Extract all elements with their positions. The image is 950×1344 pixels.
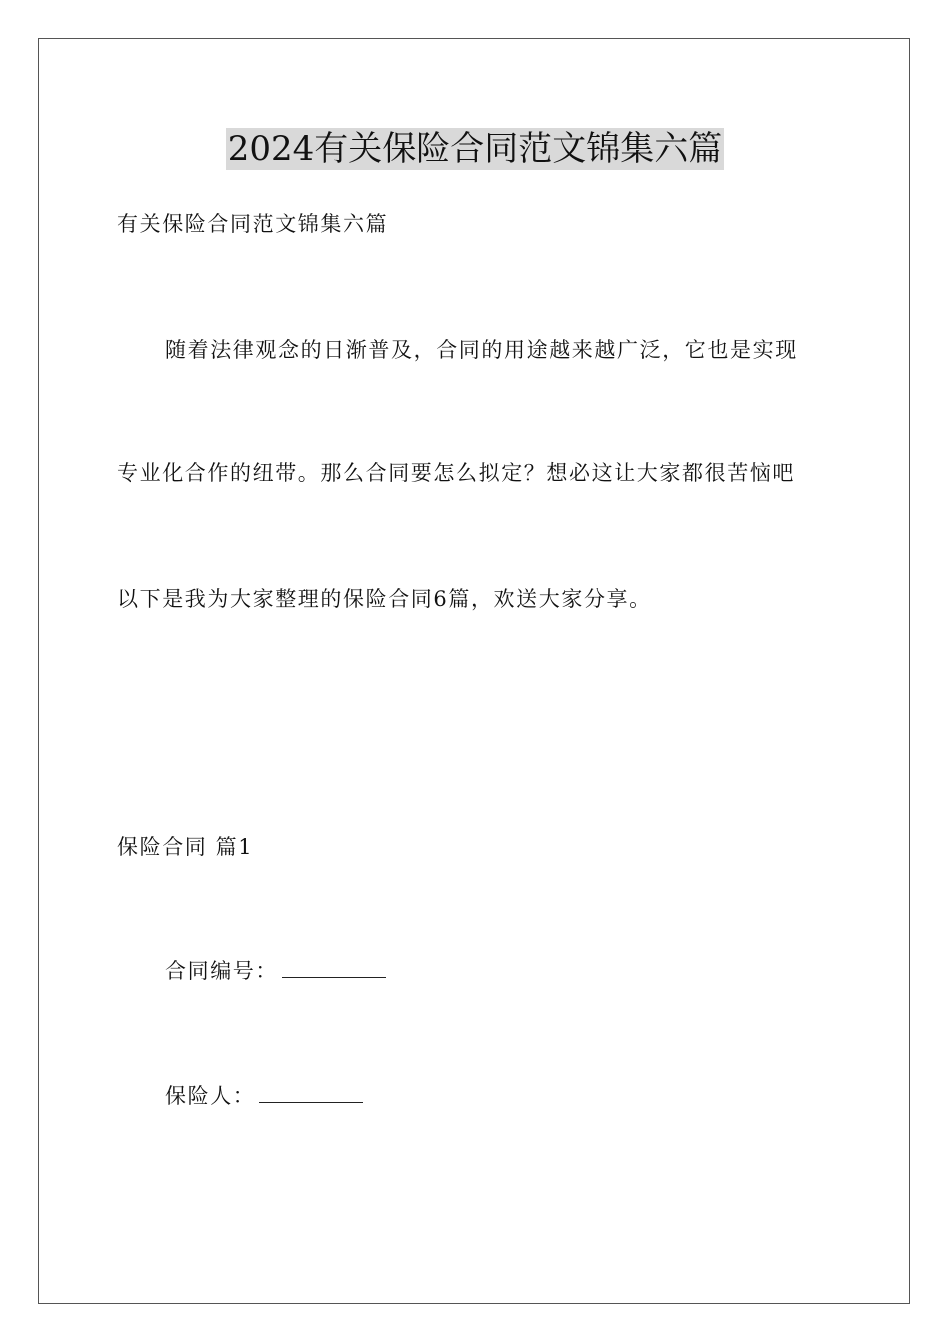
field-contract-number [165, 957, 386, 985]
field-contract-number-label: 合同编号： [165, 959, 278, 983]
field-insurer [165, 1082, 363, 1110]
field-insurer-label: 保险人： [165, 1084, 256, 1108]
intro-line-3: 以下是我为大家整理的保险合同6篇，欢送大家分享。 [117, 587, 652, 611]
intro-line-2: 专业化合作的纽带。那么合同要怎么拟定？想必这让大家都很苦恼吧 [117, 461, 795, 485]
insurer-blank [259, 1084, 363, 1103]
intro-line-1: 随着法律观念的日渐普及，合同的用途越来越广泛，它也是实现 [165, 338, 798, 362]
contract-number-blank [282, 959, 386, 978]
document-subtitle: 有关保险合同范文锦集六篇 [117, 212, 389, 236]
document-title: 2024有关保险合同范文锦集六篇 [227, 129, 723, 169]
section-heading: 保险合同 篇1 [117, 835, 254, 859]
title-container [0, 128, 950, 170]
